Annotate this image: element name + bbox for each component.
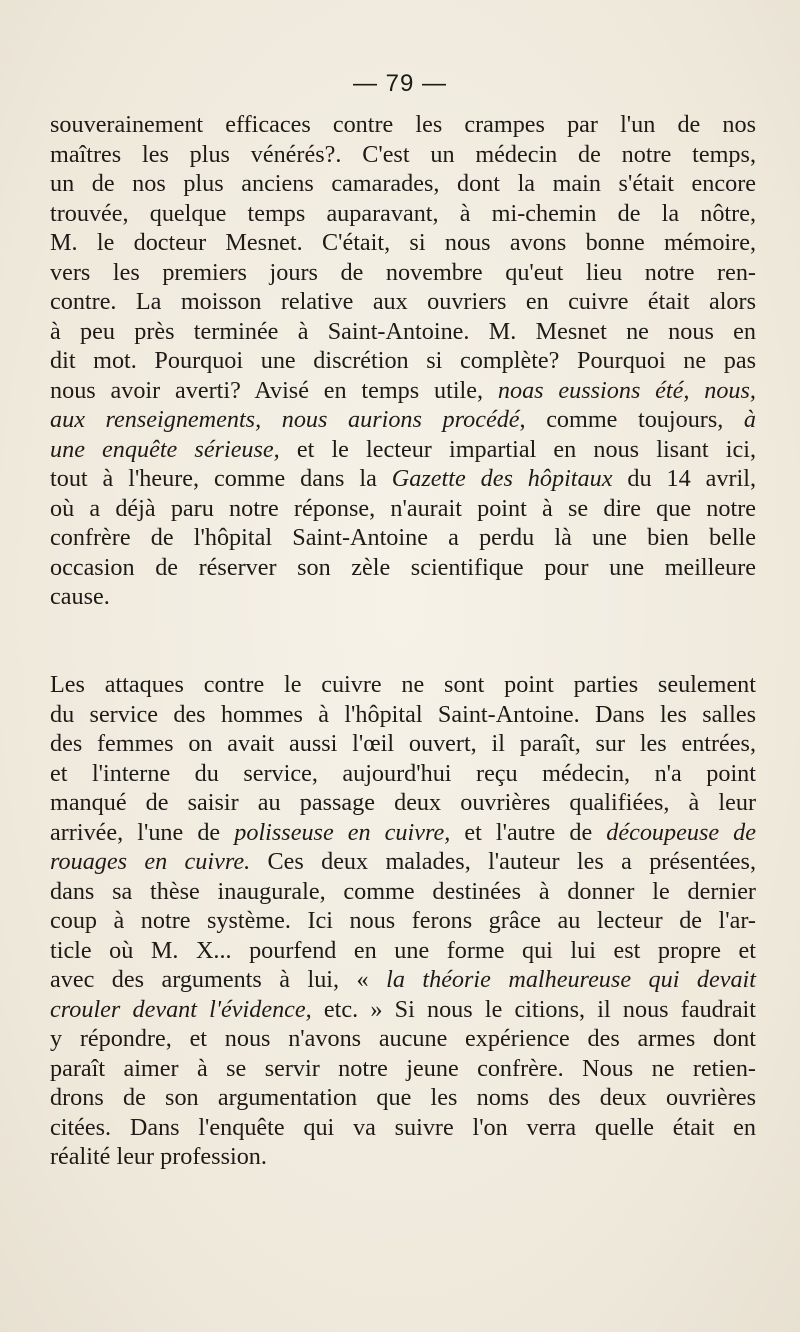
text-line: nous avoir averti? Avisé en temps utile, noas eussions été, nous,	[50, 376, 756, 404]
text-line: trouvée, quelque temps auparavant, à mi-chemin de la nôtre,	[50, 199, 756, 227]
text-line: manqué de saisir au passage deux ouvrières qualifiées, à leur	[50, 789, 756, 816]
text-line: maîtres les plus vénérés?. C'est un médecin de notre temps,	[50, 140, 756, 168]
text-line: cause.	[50, 583, 110, 610]
text-line: vers les premiers jours de novembre qu'eut lieu notre ren-	[50, 258, 756, 286]
text-line: avec des arguments à lui, « la théorie malheureuse qui devait	[50, 966, 756, 993]
text-line: tout à l'heure, comme dans la Gazette des hôpitaux du 14 avril,	[50, 465, 757, 492]
text-line: du service des hommes à l'hôpital Saint-Antoine. Dans les salles	[50, 700, 756, 728]
text-line: citées. Dans l'enquête qui va suivre l'on verra quelle était en	[50, 1113, 756, 1141]
text-line: Les attaques contre le cuivre ne sont point parties seulement	[50, 671, 756, 698]
text-line: coup à notre système. Ici nous ferons grâce au lecteur de l'ar-	[50, 907, 756, 934]
text-line: confrère de l'hôpital Saint-Antoine a perdu là une bien belle	[50, 524, 756, 551]
paragraph-2	[50, 670, 756, 1172]
text-line: M. le docteur Mesnet. C'était, si nous avons bonne mémoire,	[50, 229, 756, 256]
text-line: paraît aimer à se servir notre jeune confrère. Nous ne retien-	[50, 1054, 756, 1082]
text-line: souverainement efficaces contre les crampes par l'un de nos	[50, 111, 756, 138]
text-line: à peu près terminée à Saint-Antoine. M. Mesnet ne nous en	[50, 317, 756, 345]
text-line: rouages en cuivre. Ces deux malades, l'auteur les a présentées,	[50, 848, 756, 875]
text-line: où a déjà paru notre réponse, n'aurait point à se dire que notre	[50, 494, 756, 522]
page-number: — 79 —	[352, 70, 448, 97]
text-line: aux renseignements, nous aurions procédé, comme toujours, à	[50, 406, 756, 433]
text-line: occasion de réserver son zèle scientifique pour une meilleure	[50, 553, 756, 581]
text-line: un de nos plus anciens camarades, dont la main s'était encore	[50, 170, 756, 197]
text-line: et l'interne du service, aujourd'hui reçu médecin, n'a point	[50, 759, 756, 787]
text-line: une enquête sérieuse, et le lecteur impartial en nous lisant ici,	[50, 435, 756, 463]
text-line: dans sa thèse inaugurale, comme destinées à donner le dernier	[50, 877, 756, 905]
text-line: crouler devant l'évidence, etc. » Si nous le citions, il nous faudrait	[50, 995, 756, 1023]
text-line: des femmes on avait aussi l'œil ouvert, il paraît, sur les entrées,	[50, 730, 756, 757]
text-line: y répondre, et nous n'avons aucune expérience des armes dont	[50, 1025, 756, 1052]
paragraph-1	[50, 110, 756, 612]
text-line: contre. La moisson relative aux ouvriers en cuivre était alors	[50, 288, 756, 315]
text-line: drons de son argumentation que les noms des deux ouvrières	[50, 1084, 756, 1111]
text-line: ticle où M. X... pourfend en une forme qui lui est propre et	[50, 936, 756, 964]
text-line: dit mot. Pourquoi une discrétion si complète? Pourquoi ne pas	[50, 347, 756, 374]
text-line: réalité leur profession.	[50, 1143, 267, 1170]
text-line: arrivée, l'une de polisseuse en cuivre, et l'autre de découpeuse de	[50, 818, 756, 846]
